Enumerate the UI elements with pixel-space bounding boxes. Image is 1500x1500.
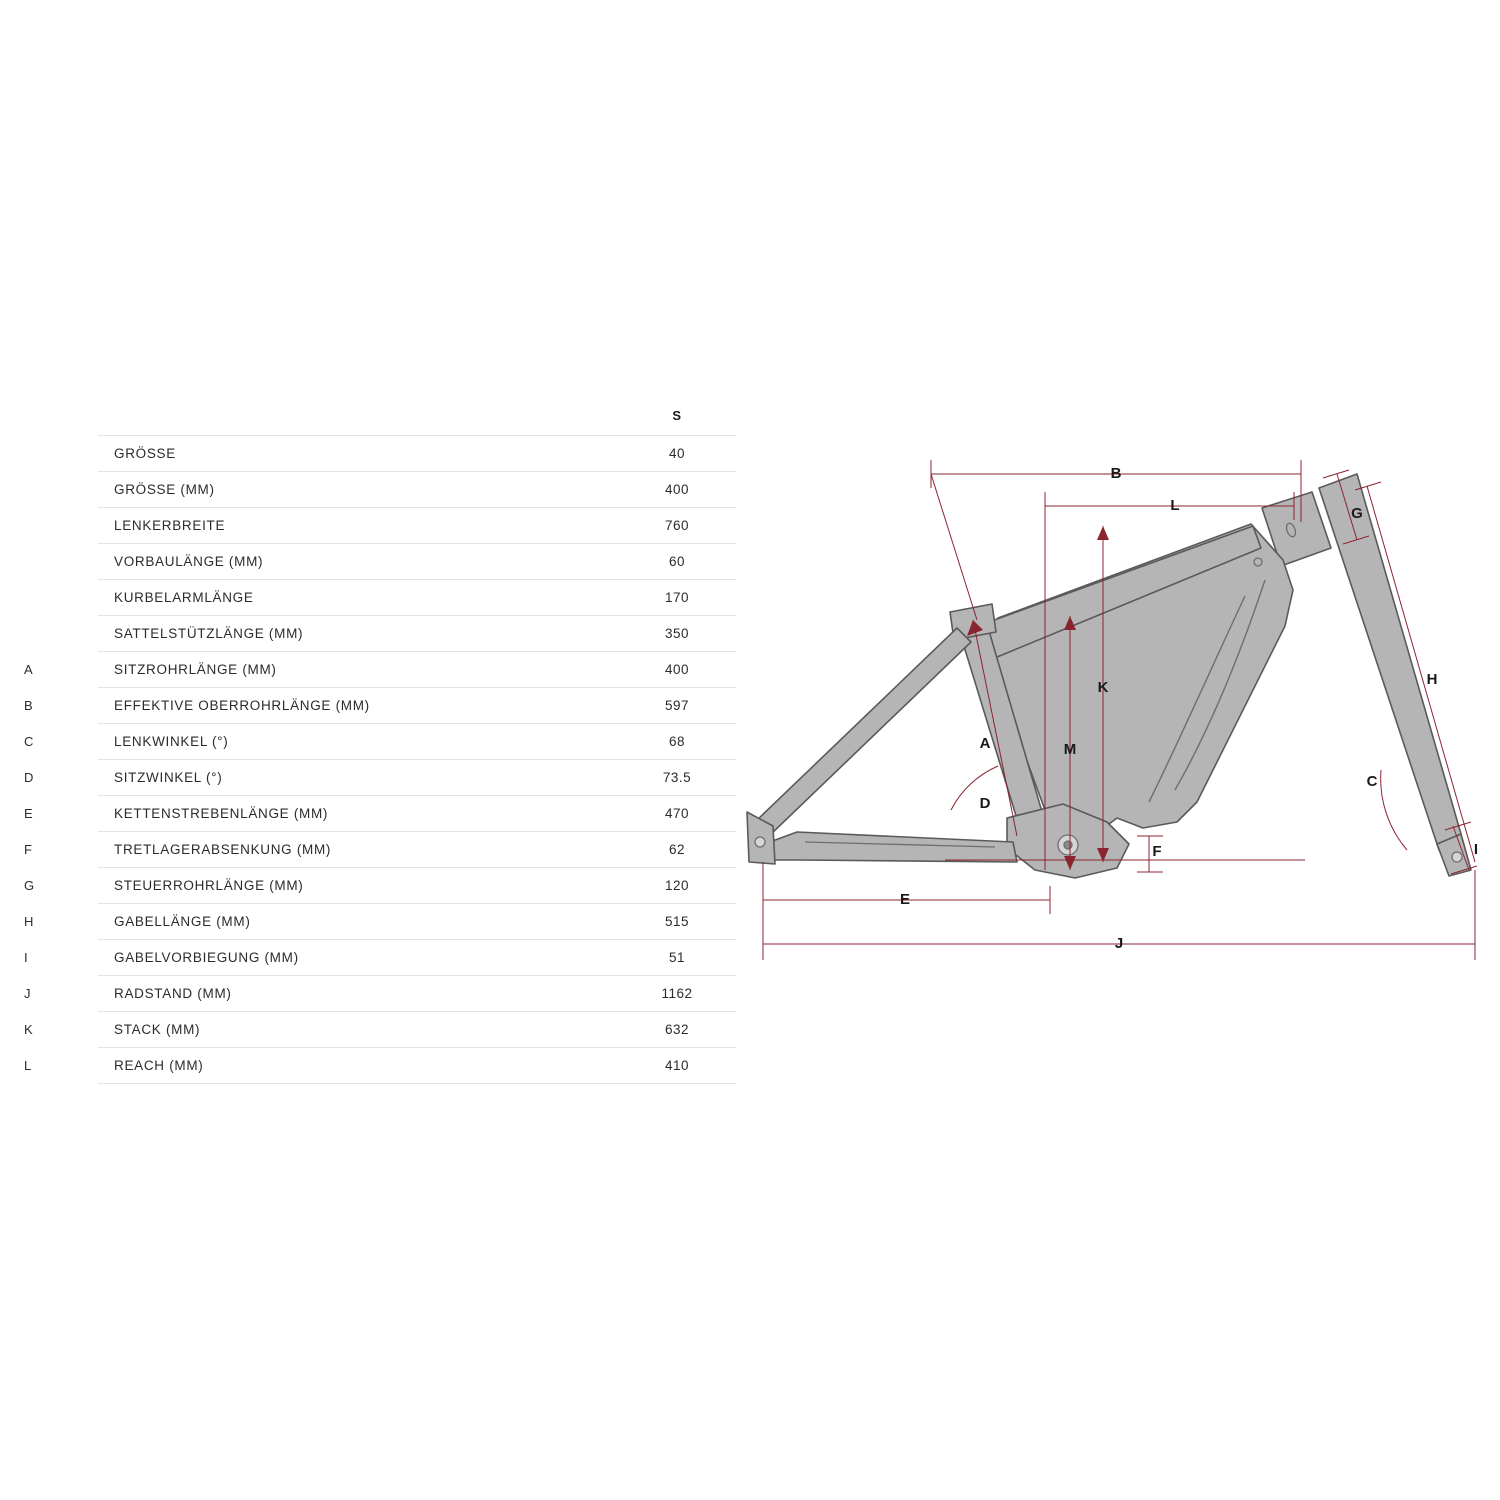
row-label: SATTELSTÜTZLÄNGE (MM) xyxy=(98,616,618,652)
geometry-table xyxy=(14,408,736,1084)
frame-geometry-diagram xyxy=(745,430,1485,1000)
row-key: G xyxy=(24,878,35,893)
fork xyxy=(1319,474,1461,850)
dim-label-A: A xyxy=(979,734,991,752)
row-key: E xyxy=(24,806,34,821)
row-key: A xyxy=(24,662,34,677)
row-label: KURBELARMLÄNGE xyxy=(98,580,618,616)
dim-label-B: B xyxy=(1110,464,1122,482)
table-row xyxy=(14,688,736,724)
row-label: GRÖSSE xyxy=(98,436,618,472)
row-value: 400 xyxy=(618,652,736,688)
row-key: J xyxy=(24,986,31,1001)
dim-label-G: G xyxy=(1351,504,1363,522)
row-key: B xyxy=(24,698,34,713)
row-label: STEUERROHRLÄNGE (MM) xyxy=(98,868,618,904)
table-row xyxy=(14,1048,736,1084)
table-row xyxy=(14,616,736,652)
row-value: 350 xyxy=(618,616,736,652)
row-label: GABELLÄNGE (MM) xyxy=(98,904,618,940)
row-value: 120 xyxy=(618,868,736,904)
dim-label-C: C xyxy=(1366,772,1378,790)
table-header-row xyxy=(14,408,736,436)
row-value: 1162 xyxy=(618,976,736,1012)
row-value: 400 xyxy=(618,472,736,508)
row-key: K xyxy=(24,1022,34,1037)
table-row xyxy=(14,940,736,976)
row-label: LENKERBREITE xyxy=(98,508,618,544)
row-key: F xyxy=(24,842,33,857)
row-key xyxy=(14,616,98,652)
row-value: 68 xyxy=(618,724,736,760)
table-head xyxy=(14,408,736,436)
column-header-size-s: S xyxy=(672,408,682,423)
row-label: TRETLAGERABSENKUNG (MM) xyxy=(98,832,618,868)
row-label: VORBAULÄNGE (MM) xyxy=(98,544,618,580)
row-label: SITZWINKEL (°) xyxy=(98,760,618,796)
dim-label-J: J xyxy=(1114,934,1124,952)
row-value: 73.5 xyxy=(618,760,736,796)
table-row xyxy=(14,976,736,1012)
table-body xyxy=(14,436,736,1084)
row-value: 62 xyxy=(618,832,736,868)
table-row xyxy=(14,904,736,940)
row-value: 60 xyxy=(618,544,736,580)
dim-tick-G-top xyxy=(1323,470,1349,478)
row-label: REACH (MM) xyxy=(98,1048,618,1084)
table-row xyxy=(14,760,736,796)
row-value: 51 xyxy=(618,940,736,976)
row-value: 410 xyxy=(618,1048,736,1084)
table-row xyxy=(14,724,736,760)
dim-arc-D xyxy=(951,766,998,810)
dim-label-I: I xyxy=(1473,840,1479,858)
row-label: GRÖSSE (MM) xyxy=(98,472,618,508)
rear-axle xyxy=(755,837,765,847)
column-header-key xyxy=(14,408,98,436)
row-key xyxy=(14,472,98,508)
column-header-label xyxy=(98,408,618,436)
frame-illustration xyxy=(747,474,1471,878)
table-row xyxy=(14,832,736,868)
table-row xyxy=(14,508,736,544)
dim-label-E: E xyxy=(899,890,911,908)
dim-label-F: F xyxy=(1152,842,1162,860)
row-key: D xyxy=(24,770,34,785)
seat-stay xyxy=(755,628,971,836)
row-value: 470 xyxy=(618,796,736,832)
front-axle xyxy=(1452,852,1462,862)
row-label: KETTENSTREBENLÄNGE (MM) xyxy=(98,796,618,832)
dim-arc-C xyxy=(1381,770,1407,850)
row-key xyxy=(14,580,98,616)
row-label: EFFEKTIVE OBERROHRLÄNGE (MM) xyxy=(98,688,618,724)
row-key xyxy=(14,508,98,544)
table-row xyxy=(14,1012,736,1048)
row-key xyxy=(14,436,98,472)
row-key xyxy=(14,544,98,580)
row-label: SITZROHRLÄNGE (MM) xyxy=(98,652,618,688)
table-row xyxy=(14,580,736,616)
row-key: C xyxy=(24,734,34,749)
geometry-table-element xyxy=(14,408,736,1084)
row-key: I xyxy=(24,950,29,965)
row-value: 597 xyxy=(618,688,736,724)
row-label: STACK (MM) xyxy=(98,1012,618,1048)
row-value: 170 xyxy=(618,580,736,616)
row-key: L xyxy=(24,1058,32,1073)
dim-ext-B-left xyxy=(931,474,977,620)
table-row xyxy=(14,544,736,580)
table-row xyxy=(14,652,736,688)
table-row xyxy=(14,796,736,832)
row-label: LENKWINKEL (°) xyxy=(98,724,618,760)
table-row xyxy=(14,868,736,904)
dim-label-L: L xyxy=(1170,496,1180,514)
dim-label-K: K xyxy=(1097,678,1109,696)
row-value: 40 xyxy=(618,436,736,472)
table-row xyxy=(14,436,736,472)
row-value: 760 xyxy=(618,508,736,544)
row-label: GABELVORBIEGUNG (MM) xyxy=(98,940,618,976)
dim-label-H: H xyxy=(1426,670,1438,688)
row-value: 515 xyxy=(618,904,736,940)
dim-arrow-K-top xyxy=(1097,526,1109,540)
row-value: 632 xyxy=(618,1012,736,1048)
table-row xyxy=(14,472,736,508)
row-key: H xyxy=(24,914,34,929)
bottom-bracket-axle-inner xyxy=(1064,841,1072,849)
dim-label-M: M xyxy=(1063,740,1077,758)
dim-label-D: D xyxy=(979,794,991,812)
row-label: RADSTAND (MM) xyxy=(98,976,618,1012)
